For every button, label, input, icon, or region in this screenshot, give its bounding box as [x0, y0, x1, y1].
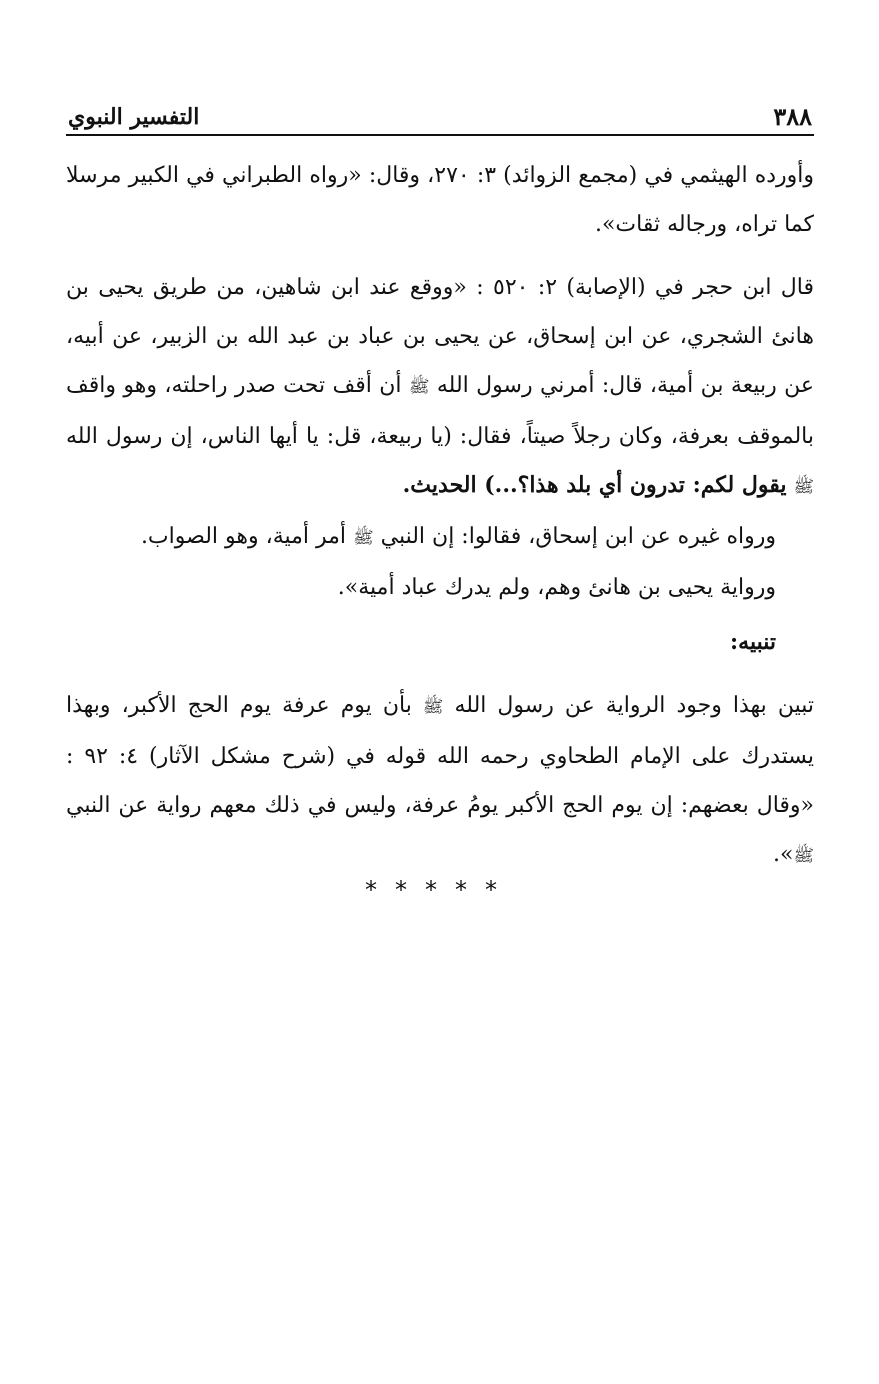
running-title: التفسير النبوي [68, 104, 200, 130]
honorific-glyph: ﷺ [408, 377, 430, 397]
note-heading: تنبيه: [730, 629, 776, 655]
body-text [66, 151, 814, 881]
page-number: ٣٨٨ [773, 102, 812, 131]
paragraph-note: تبين بهذا وجود الرواية عن رسول الله ﷺ بأن يوم عرفة يوم الحج الأكبر، وبهذا يستدرك على الإمام الطحاوي رحمه الله قوله في (شرح مشكل الآثار) ٤: ٩٢ : «وقال بعضهم: إن يوم الحج الأكبر يومُ عرفة، وليس في ذلك معهم رواية عن النبي ﷺ». [66, 693, 815, 867]
paragraph-haythami: وأورده الهيثمي في (مجمع الزوائد) ٣: ٢٧٠، وقال: «رواه الطبراني في الكبير مرسلا كما تراه، ورجاله ثقات». [66, 163, 815, 237]
honorific-glyph: ﷺ [422, 697, 444, 717]
section-separator: ***** [365, 876, 515, 904]
honorific-glyph: ﷺ [793, 846, 814, 866]
honorific-glyph: ﷺ [353, 528, 374, 548]
paragraph-yahya-narration: ورواية يحيى بن هانئ وهم، ولم يدرك عباد أمية». [337, 575, 776, 600]
page-header [66, 100, 814, 136]
paragraph-other-narration: ورواه غيره عن ابن إسحاق، فقالوا: إن النبي ﷺ أمر أمية، وهو الصواب. [140, 524, 776, 549]
honorific-glyph: ﷺ [793, 477, 814, 497]
paragraph-ibn-hajar: قال ابن حجر في (الإصابة) ٢: ٥٢٠ : «ووقع عند ابن شاهين، من طريق يحيى بن هانئ الشجري، عن ابن إسحاق، عن يحيى بن عباد بن عبد الله بن الزبير، عن أبيه، عن ربيعة بن أمية، قال: أمرني رسول الله ﷺ أن أقف تحت صدر راحلته، وهو واقف بالموقف بعرفة، وكان رجلاً صيتاً، فقال: (يا ربيعة، قل: يا أيها الناس، إن رسول الله ﷺ يقول لكم: تدرون أي بلد هذا؟...) الحديث. [66, 275, 815, 498]
